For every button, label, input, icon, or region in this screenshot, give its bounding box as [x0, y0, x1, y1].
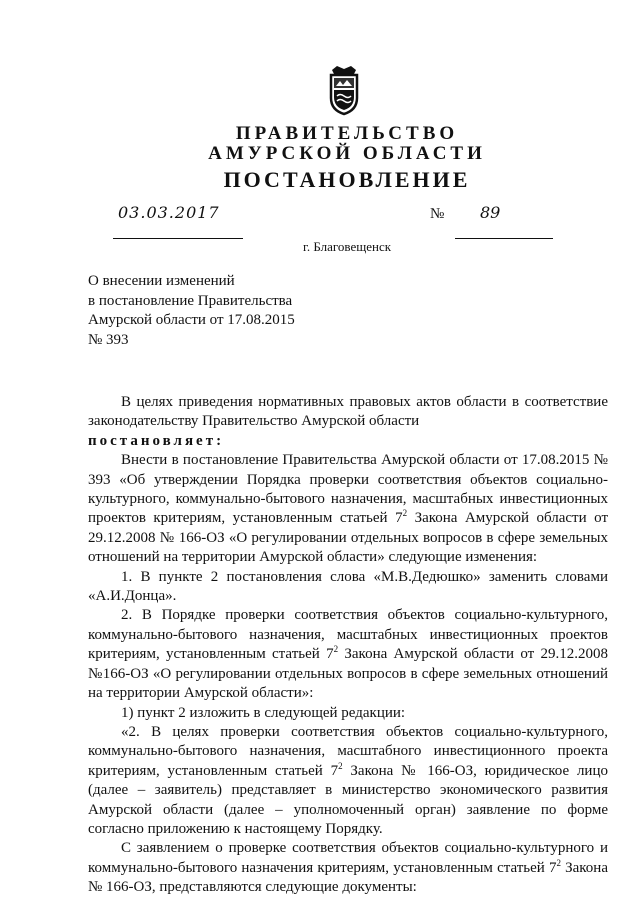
document-type-title: ПОСТАНОВЛЕНИЕ	[223, 167, 471, 192]
coat-of-arms-icon	[323, 64, 365, 116]
number-underline	[455, 220, 553, 239]
body-paragraph: 2. В Порядке проверки соответствия объектов социально-культурного, коммунально-бытового назначения, масштабных инвестиционных проектов критериям, установленным статьей $7^2$ Закона Амурской области от 29.12.2008 №166-ОЗ «О регулировании отдельных вопросов в сфере земельных отношений на территории Амурской области»:	[88, 607, 608, 702]
document-subject	[88, 272, 295, 350]
subject-line: Амурской области от 17.08.2015	[88, 312, 295, 328]
number-sign: №	[430, 206, 445, 222]
body-paragraph: С заявлением о проверке соответствия объектов социально-культурного и коммунально-бытового назначения критериям, установленным статьей $7^2$ Закона № 166-ОЗ, представляются следующие документы:	[88, 840, 608, 896]
decree-word: постановляет:	[88, 432, 225, 449]
body-paragraph: 1. В пункте 2 постановления слова «М.В.Дедюшко» заменить словами «А.И.Донца».	[88, 568, 608, 605]
date-underline	[113, 220, 243, 239]
government-title-line1: ПРАВИТЕЛЬСТВО	[235, 123, 459, 144]
subject-line: в постановление Правительства	[88, 292, 293, 309]
body-paragraph: 1) пункт 2 изложить в следующей редакции:	[121, 704, 406, 721]
body-paragraph: «2. В целях проверки соответствия объектов социально-культурного, коммунально-бытового назначения, масштабного инвестиционного проекта критериям, установленным статьей $7^2$ Закона № 166-ОЗ, юридическое лицо (далее – заявитель) представляет в министерство экономического развития Амурской области (далее – уполномоченный орган) заявление по форме согласно приложению к настоящему Порядку.	[88, 723, 608, 837]
government-title-line2: АМУРСКОЙ ОБЛАСТИ	[208, 143, 486, 164]
document-number: 89	[480, 203, 501, 222]
body-paragraph: Внести в постановление Правительства Амурской области от 17.08.2015 № 393 «Об утверждении Порядка проверки соответствия объектов социально-культурного, коммунально-бытового назначения, масштабных инвестиционных проектов критериям, установленным статьей $7^2$ Закона Амурской области от 29.12.2008 № 166-ОЗ «О регулировании отдельных вопросов в сфере земельных отношений на территории Амурской области» следующие изменения:	[88, 452, 608, 566]
subject-line: О внесении изменений	[88, 273, 235, 289]
preamble-paragraph: В целях приведения нормативных правовых актов области в соответствие законодательству Правительство Амурской области	[88, 394, 608, 430]
document-date: 03.03.2017	[118, 203, 220, 222]
city-line: г. Благовещенск	[302, 239, 392, 254]
document-body	[88, 393, 608, 898]
subject-line: № 393	[88, 331, 129, 348]
